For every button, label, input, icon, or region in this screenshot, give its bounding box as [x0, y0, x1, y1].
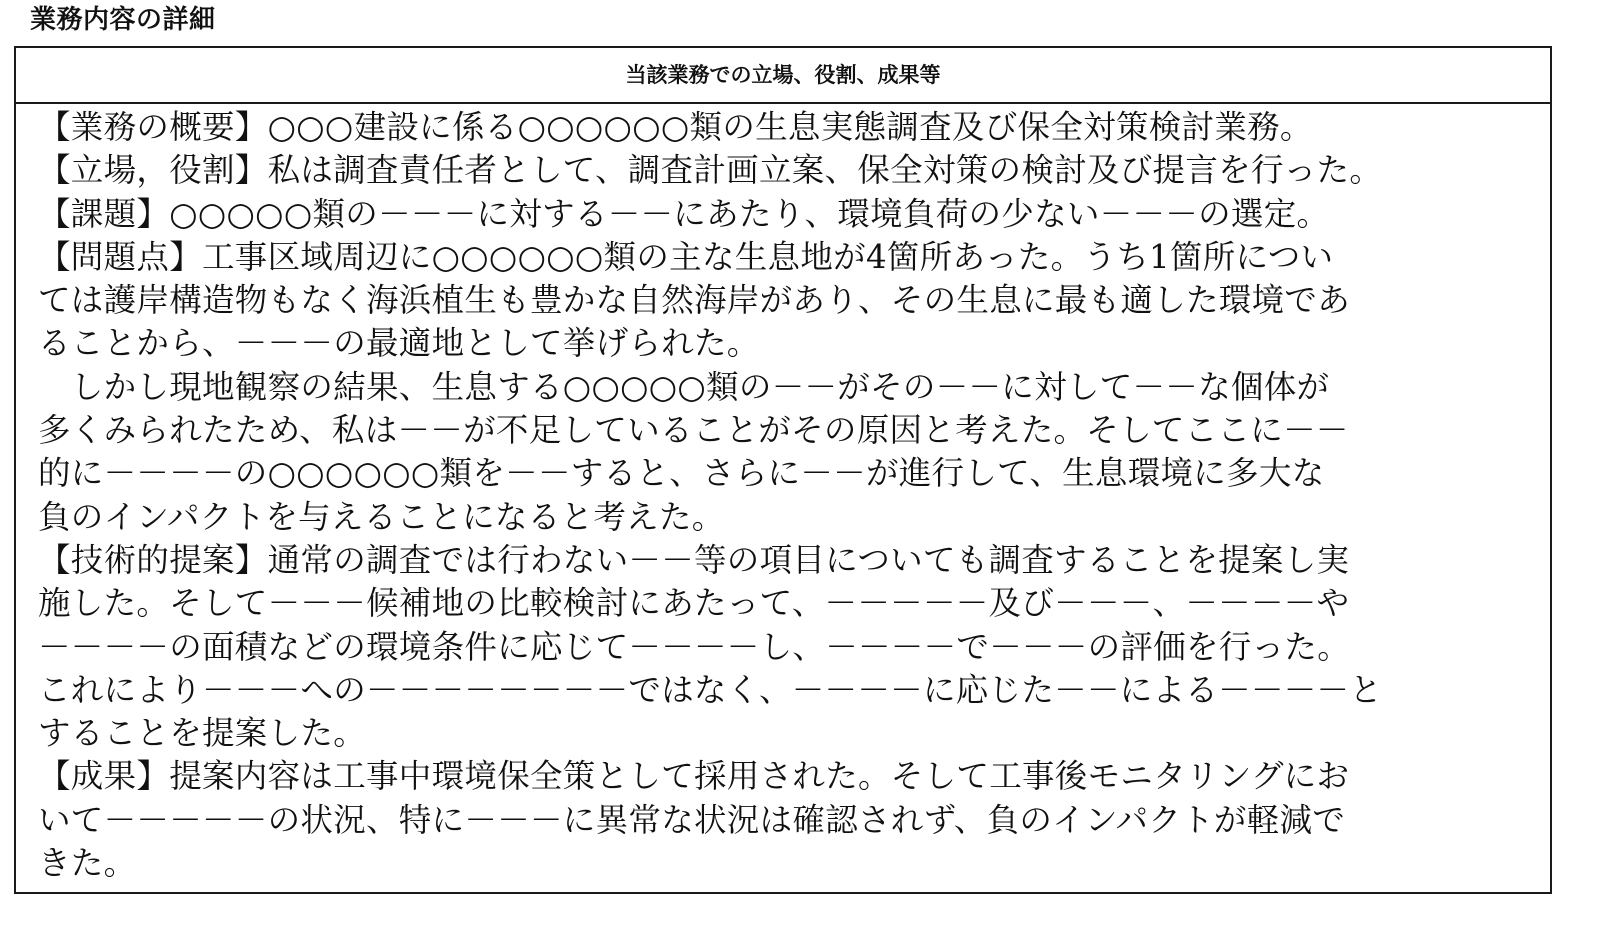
result-line: いて－－－－－の状況、特に－－－に異常な状況は確認されず、負のインパクトが軽減で — [38, 800, 1346, 839]
proposal-line: 【技術的提案】通常の調査では行わない－－等の項目についても調査することを提案し実 — [38, 540, 1350, 579]
document-heading: 業務内容の詳細 — [30, 5, 216, 35]
proposal-line: 施した。そして－－－候補地の比較検討にあたって、－－－－－及び－－－、－－－－や — [38, 584, 1350, 623]
problem-line: 【問題点】工事区域周辺に○○○○○○類の主な生息地が4箇所あった。うち1箇所につい — [38, 237, 1334, 276]
result-line: きた。 — [38, 844, 137, 883]
table-header: 当該業務での立場、役割、成果等 — [16, 48, 1550, 104]
detail-table — [14, 46, 1552, 894]
table-body — [16, 104, 1550, 885]
proposal-line: －－－－の面積などの環境条件に応じて－－－－し、－－－－で－－－の評価を行った。 — [38, 627, 1351, 666]
summary-line: 【業務の概要】○○○建設に係る○○○○○○類の生息実態調査及び保全対策検討業務。 — [38, 108, 1313, 146]
proposal-line: これにより－－－への－－－－－－－－ではなく、－－－－に応じた－－による－－－－と — [38, 670, 1383, 709]
problem-line: 的に－－－－の○○○○○○類を－－すると、さらに－－が進行して、生息環境に多大な — [38, 454, 1325, 493]
issue-line: 【課題】○○○○○類の－－－に対する－－にあたり、環境負荷の少ない－－－の選定。 — [38, 194, 1330, 233]
problem-line: ることから、－－－の最適地として挙げられた。 — [38, 324, 760, 363]
problem-line: ては護岸構造物もなく海浜植生も豊かな自然海岸があり、その生息に最も適した環境であ — [38, 281, 1351, 320]
problem-line: 多くみられたため、私は－－が不足していることがその原因と考えた。そしてここに－－ — [38, 411, 1349, 450]
problem-line: しかし現地観察の結果、生息する○○○○○類の－－がその－－に対して－－な個体が — [38, 367, 1330, 406]
proposal-line: することを提案した。 — [38, 714, 367, 753]
result-line: 【成果】提案内容は工事中環境保全策として採用された。そして工事後モニタリングにお — [38, 757, 1350, 796]
problem-line: 負のインパクトを与えることになると考えた。 — [38, 497, 725, 536]
role-line: 【立場，役割】私は調査責任者として、調査計画立案、保全対策の検討及び提言を行った。 — [38, 151, 1383, 190]
